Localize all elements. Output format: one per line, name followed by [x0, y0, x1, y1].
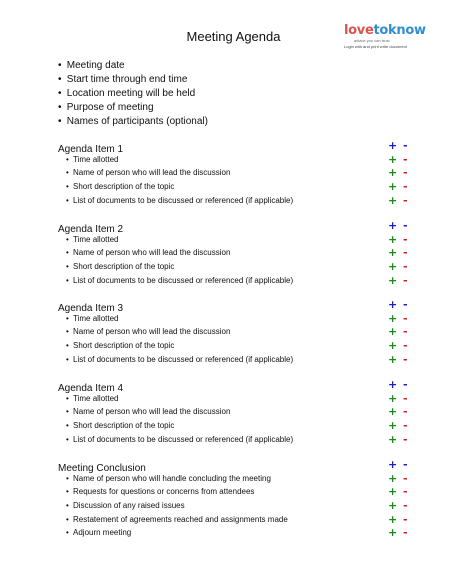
section-heading: Agenda Item 2: [58, 224, 124, 235]
agenda-item-text: Name of person who will lead the discussion: [73, 248, 231, 258]
agenda-item-row: [58, 274, 414, 288]
page-title: Meeting Agenda: [186, 29, 281, 44]
logo-wordmark: [344, 24, 424, 38]
logo-tagline: advice you can trust: [354, 38, 390, 43]
add-item-button[interactable]: +: [388, 152, 398, 166]
section-header-row: [58, 298, 414, 312]
remove-item-button[interactable]: -: [403, 471, 408, 485]
bullet: •: [66, 275, 69, 285]
agenda-item-row: [58, 233, 414, 247]
agenda-item: [66, 194, 293, 208]
remove-item-button[interactable]: -: [403, 260, 408, 274]
agenda-item: [66, 392, 119, 406]
section-header-row: [58, 219, 414, 233]
agenda-item-row: [58, 325, 414, 339]
agenda-item-row: [58, 166, 414, 180]
meeting-info-text: Names of participants (optional): [66, 116, 208, 127]
agenda-item-row: [58, 433, 414, 447]
bullet: •: [66, 248, 69, 258]
logo-word-know: know: [388, 23, 426, 38]
add-item-button[interactable]: +: [388, 499, 398, 513]
add-item-button[interactable]: +: [388, 166, 398, 180]
agenda-item-row: [58, 194, 414, 208]
add-item-button[interactable]: +: [388, 339, 398, 353]
remove-item-button[interactable]: -: [403, 405, 408, 419]
agenda-section-agenda-item-4: [58, 378, 414, 446]
agenda-item-text: Discussion of any raised issues: [73, 501, 185, 511]
agenda-item-row: [58, 499, 414, 513]
add-item-button[interactable]: +: [388, 180, 398, 194]
agenda-item: [66, 312, 119, 326]
meeting-info-item: [58, 101, 398, 115]
meeting-info-item: [58, 73, 398, 87]
add-item-button[interactable]: +: [388, 193, 398, 207]
meeting-info-list: [58, 59, 398, 129]
agenda-section-agenda-item-1: [58, 139, 414, 207]
bullet: •: [66, 487, 69, 497]
section-heading: Agenda Item 4: [58, 383, 124, 394]
agenda-item-row: [58, 472, 414, 486]
agenda-section-agenda-item-2: [58, 219, 414, 287]
agenda-item-row: [58, 312, 414, 326]
remove-item-button[interactable]: -: [403, 526, 408, 540]
agenda-item: [66, 233, 119, 247]
bullet: •: [58, 116, 62, 127]
bullet: •: [66, 514, 69, 524]
agenda-item-text: Time allotted: [73, 234, 119, 244]
add-section-button[interactable]: +: [388, 219, 398, 232]
bullet: •: [66, 407, 69, 417]
bullet: •: [66, 182, 69, 192]
agenda-item-row: [58, 260, 414, 274]
agenda-item-text: List of documents to be discussed or referenced (if applicable): [73, 195, 294, 205]
remove-item-button[interactable]: -: [403, 432, 408, 446]
logo-word-love: love: [344, 23, 374, 38]
agenda-item-text: List of documents to be discussed or referenced (if applicable): [73, 434, 294, 444]
remove-item-button[interactable]: -: [403, 339, 408, 353]
add-item-button[interactable]: +: [388, 419, 398, 433]
remove-item-button[interactable]: -: [403, 166, 408, 180]
add-item-button[interactable]: +: [388, 232, 398, 246]
bullet: •: [66, 354, 69, 364]
agenda-item: [66, 472, 271, 486]
bullet: •: [66, 195, 69, 205]
add-item-button[interactable]: +: [388, 485, 398, 499]
section-header-row: [58, 139, 414, 153]
bullet: •: [58, 74, 62, 85]
remove-item-button[interactable]: -: [403, 499, 408, 513]
logo-word-to: to: [373, 23, 389, 38]
meeting-info-item: [58, 87, 398, 101]
agenda-item: [66, 419, 174, 433]
logo-subtitle: Login with and print write document: [344, 44, 407, 49]
remove-section-button[interactable]: -: [403, 298, 408, 311]
bullet: •: [66, 313, 69, 323]
remove-item-button[interactable]: -: [403, 193, 408, 207]
remove-section-button[interactable]: -: [403, 378, 408, 391]
section-heading: Agenda Item 3: [58, 303, 124, 314]
remove-item-button[interactable]: -: [403, 485, 408, 499]
agenda-item-row: [58, 513, 414, 527]
bullet: •: [66, 341, 69, 351]
agenda-item: [66, 405, 230, 419]
agenda-item: [66, 526, 131, 540]
agenda-item-text: Time allotted: [73, 313, 119, 323]
agenda-item: [66, 339, 174, 353]
bullet: •: [58, 102, 62, 113]
agenda-section-agenda-item-3: [58, 298, 414, 366]
section-header-row: [58, 458, 414, 472]
remove-section-button[interactable]: -: [403, 139, 408, 152]
bullet: •: [66, 168, 69, 178]
agenda-item-text: Adjourn meeting: [73, 528, 132, 538]
add-section-button[interactable]: +: [388, 298, 398, 311]
remove-item-button[interactable]: -: [403, 246, 408, 260]
remove-section-button[interactable]: -: [403, 458, 408, 471]
agenda-item: [66, 485, 254, 499]
agenda-item-text: Name of person who will handle concluding the meeting: [73, 473, 271, 483]
agenda-item-row: [58, 353, 414, 367]
agenda-item: [66, 353, 293, 367]
lovetoknow-logo: [344, 24, 424, 50]
agenda-item-text: Restatement of agreements reached and assignments made: [73, 514, 288, 524]
add-item-button[interactable]: +: [388, 311, 398, 325]
agenda-item-row: [58, 419, 414, 433]
bullet: •: [58, 88, 62, 99]
remove-item-button[interactable]: -: [403, 391, 408, 405]
agenda-item-text: Time allotted: [73, 154, 119, 164]
agenda-item-text: Short description of the topic: [73, 421, 175, 431]
agenda-item: [66, 153, 119, 167]
remove-item-button[interactable]: -: [403, 180, 408, 194]
add-section-button[interactable]: +: [388, 139, 398, 152]
section-heading: Meeting Conclusion: [58, 463, 146, 474]
bullet: •: [66, 393, 69, 403]
bullet: •: [66, 434, 69, 444]
agenda-item-row: [58, 246, 414, 260]
agenda-item-row: [58, 392, 414, 406]
agenda-item-text: List of documents to be discussed or referenced (if applicable): [73, 275, 294, 285]
agenda-item-row: [58, 180, 414, 194]
meeting-info-item: [58, 59, 398, 73]
bullet: •: [66, 234, 69, 244]
agenda-item: [66, 260, 174, 274]
agenda-section-meeting-conclusion: [58, 458, 414, 540]
bullet: •: [66, 528, 69, 538]
agenda-item-text: Requests for questions or concerns from attendees: [73, 487, 255, 497]
remove-item-button[interactable]: -: [403, 512, 408, 526]
add-item-button[interactable]: +: [388, 246, 398, 260]
agenda-item-text: Short description of the topic: [73, 341, 175, 351]
agenda-item-text: Name of person who will lead the discussion: [73, 327, 231, 337]
agenda-item: [66, 274, 293, 288]
agenda-item: [66, 166, 230, 180]
bullet: •: [66, 262, 69, 272]
agenda-item: [66, 325, 230, 339]
bullet: •: [58, 60, 62, 71]
add-item-button[interactable]: +: [388, 526, 398, 540]
agenda-item-text: List of documents to be discussed or referenced (if applicable): [73, 354, 294, 364]
meeting-info-text: Start time through end time: [66, 74, 188, 85]
remove-item-button[interactable]: -: [403, 152, 408, 166]
agenda-item: [66, 246, 230, 260]
add-item-button[interactable]: +: [388, 273, 398, 287]
agenda-item: [66, 180, 174, 194]
remove-item-button[interactable]: -: [403, 419, 408, 433]
meeting-info-text: Location meeting will be held: [66, 88, 196, 99]
bullet: •: [66, 154, 69, 164]
agenda-item: [66, 433, 293, 447]
add-section-button[interactable]: +: [388, 458, 398, 471]
remove-item-button[interactable]: -: [403, 311, 408, 325]
agenda-item-text: Name of person who will lead the discussion: [73, 407, 231, 417]
agenda-item-row: [58, 153, 414, 167]
add-item-button[interactable]: +: [388, 325, 398, 339]
meeting-info-text: Purpose of meeting: [66, 102, 154, 113]
agenda-item: [66, 499, 185, 513]
agenda-item-row: [58, 339, 414, 353]
add-item-button[interactable]: +: [388, 471, 398, 485]
remove-section-button[interactable]: -: [403, 219, 408, 232]
section-heading: Agenda Item 1: [58, 144, 124, 155]
remove-item-button[interactable]: -: [403, 232, 408, 246]
add-item-button[interactable]: +: [388, 512, 398, 526]
agenda-item-row: [58, 485, 414, 499]
add-section-button[interactable]: +: [388, 378, 398, 391]
section-header-row: [58, 378, 414, 392]
add-item-button[interactable]: +: [388, 405, 398, 419]
agenda-item-row: [58, 526, 414, 540]
bullet: •: [66, 327, 69, 337]
agenda-item-row: [58, 405, 414, 419]
meeting-info-text: Meeting date: [66, 60, 125, 71]
add-item-button[interactable]: +: [388, 260, 398, 274]
bullet: •: [66, 501, 69, 511]
agenda-item: [66, 513, 288, 527]
add-item-button[interactable]: +: [388, 432, 398, 446]
agenda-item-text: Name of person who will lead the discussion: [73, 168, 231, 178]
remove-item-button[interactable]: -: [403, 325, 408, 339]
remove-item-button[interactable]: -: [403, 273, 408, 287]
add-item-button[interactable]: +: [388, 391, 398, 405]
agenda-item-text: Time allotted: [73, 393, 119, 403]
bullet: •: [66, 473, 69, 483]
agenda-item-text: Short description of the topic: [73, 262, 175, 272]
bullet: •: [66, 421, 69, 431]
remove-item-button[interactable]: -: [403, 352, 408, 366]
add-item-button[interactable]: +: [388, 352, 398, 366]
meeting-info-item: [58, 115, 398, 129]
agenda-item-text: Short description of the topic: [73, 182, 175, 192]
